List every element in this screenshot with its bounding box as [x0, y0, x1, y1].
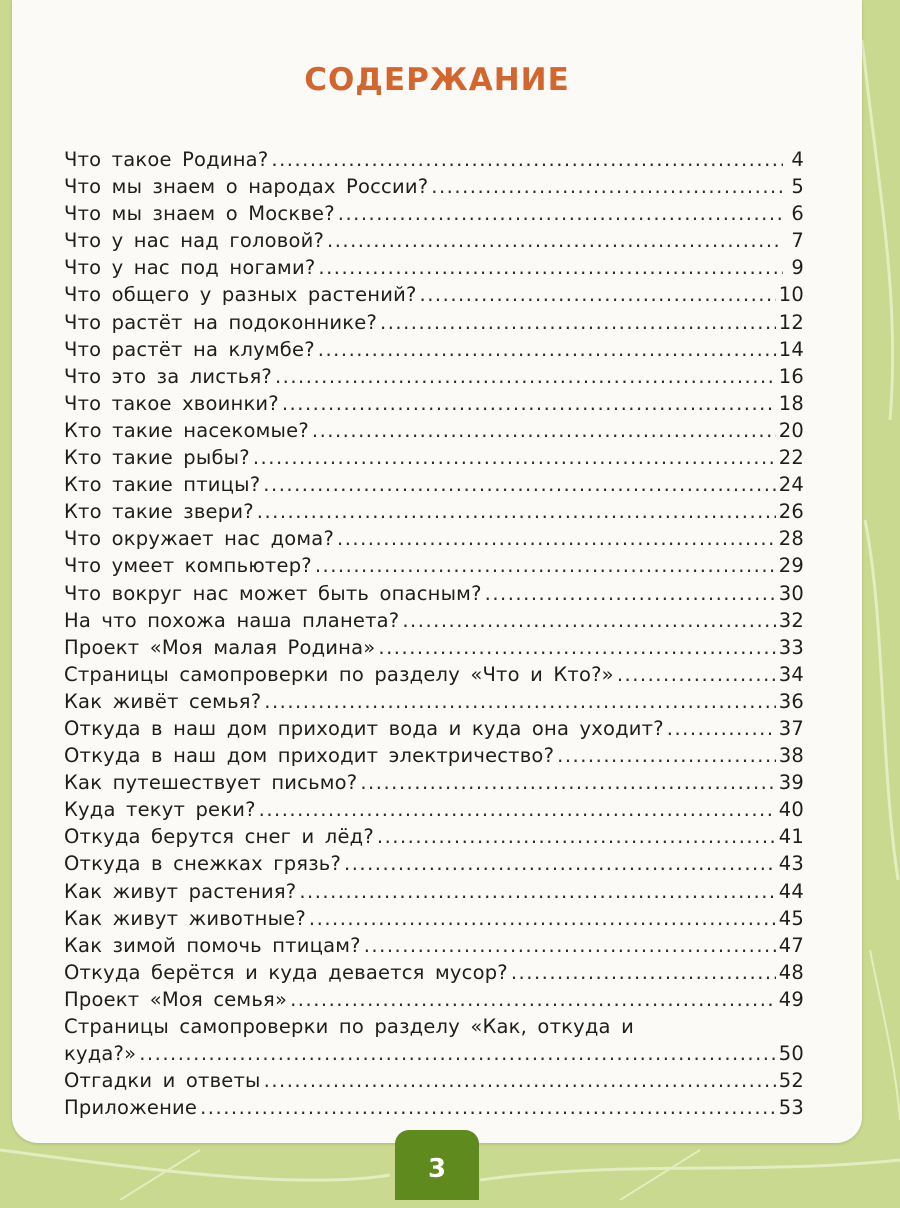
toc-entry-title: Откуда в наш дом приходит вода и куда она уходит? [64, 716, 664, 740]
toc-leader-dots [431, 173, 783, 200]
toc-entry-title: Что у нас под ногами? [64, 256, 316, 280]
toc-leader-dots [617, 661, 776, 688]
toc-entry-page-number: 30 [778, 581, 804, 605]
toc-entry-title: Откуда в наш дом приходит электричество? [64, 744, 555, 768]
toc-entry-title: На что похожа наша планета? [64, 608, 400, 632]
toc-entry-page-number: 37 [778, 716, 804, 740]
toc-entry-line: Страницы самопроверки по разделу «Как, откуда и [64, 1015, 634, 1038]
toc-entry-title: Что растёт на клумбе? [64, 337, 315, 361]
toc-leader-dots [337, 525, 776, 552]
toc-entry-title: Кто такие птицы? [64, 473, 261, 497]
toc-entry-title: Как живут растения? [64, 879, 297, 903]
toc-entry-title: Куда текут реки? [64, 798, 256, 822]
toc-leader-dots [667, 715, 776, 742]
toc-entry-page-number: 28 [778, 527, 804, 551]
toc-entry-page-number: 4 [791, 148, 804, 171]
toc-entry-page-number: 44 [778, 879, 804, 903]
toc-entry-title: Как зимой помочь птицам? [64, 933, 361, 957]
toc-entry [64, 417, 804, 444]
table-of-contents [64, 146, 804, 1121]
toc-entry [64, 363, 804, 390]
toc-leader-dots [264, 688, 776, 715]
toc-entry-page-number: 53 [778, 1096, 804, 1120]
toc-entry-title: Что у нас над головой? [64, 229, 325, 253]
toc-entry-title: Как путешествует письмо? [64, 771, 358, 795]
toc-entry-title: Что мы знаем о Москве? [64, 202, 335, 226]
toc-entry-title: Что мы знаем о народах России? [64, 175, 429, 199]
toc-entry [64, 471, 804, 498]
toc-entry [64, 525, 804, 552]
toc-entry [64, 742, 804, 769]
toc-entry-page-number: 29 [778, 554, 804, 578]
toc-entry [64, 254, 804, 281]
content-page [12, 0, 862, 1143]
toc-entry [64, 607, 804, 634]
toc-entry-page-number: 43 [778, 852, 804, 876]
toc-leader-dots [318, 336, 776, 363]
toc-entry-page-number: 6 [791, 202, 804, 226]
toc-leader-dots [263, 471, 775, 498]
toc-entry-title: Как живут животные? [64, 906, 306, 930]
toc-leader-dots [139, 1040, 776, 1067]
toc-entry [64, 444, 804, 471]
toc-leader-dots [315, 552, 776, 579]
toc-entry [64, 281, 804, 308]
toc-leader-dots [200, 1094, 776, 1121]
toc-entry-page-number: 39 [778, 771, 804, 795]
toc-leader-dots [312, 417, 776, 444]
toc-entry-page-number: 22 [778, 446, 804, 470]
toc-leader-dots [259, 796, 776, 823]
toc-entry-page-number: 14 [778, 337, 804, 361]
toc-entry-page-number: 26 [778, 500, 804, 524]
toc-entry-title: Кто такие звери? [64, 500, 254, 524]
toc-entry-title: Кто такие рыбы? [64, 446, 250, 470]
toc-leader-dots [253, 444, 776, 471]
toc-leader-dots [511, 959, 776, 986]
toc-entry-page-number: 33 [778, 635, 804, 659]
toc-entry-page-number: 18 [778, 391, 804, 415]
toc-entry-title: куда?» [64, 1042, 137, 1066]
toc-entry-page-number: 34 [778, 662, 804, 686]
toc-leader-dots [557, 742, 776, 769]
page-number-badge: 3 [395, 1130, 479, 1200]
page-title: СОДЕРЖАНИЕ [304, 62, 570, 98]
toc-entry [64, 796, 804, 823]
toc-entry-page-number: 41 [778, 825, 804, 849]
toc-entry [64, 932, 804, 959]
toc-leader-dots [364, 932, 776, 959]
toc-entry-title: Что это за листья? [64, 364, 272, 388]
toc-entry [64, 309, 804, 336]
toc-leader-dots [318, 254, 783, 281]
toc-entry-page-number: 7 [791, 229, 804, 253]
toc-leader-dots [402, 607, 775, 634]
toc-entry [64, 715, 804, 742]
toc-entry [64, 823, 804, 850]
toc-entry-page-number: 49 [778, 987, 804, 1011]
toc-entry-page-number: 45 [778, 906, 804, 930]
toc-entry [64, 580, 804, 607]
toc-entry-page-number: 12 [778, 310, 804, 334]
toc-leader-dots [377, 823, 776, 850]
toc-leader-dots [420, 281, 776, 308]
toc-entry-page-number: 36 [778, 689, 804, 713]
toc-entry-title: Проект «Моя малая Родина» [64, 635, 376, 659]
toc-entry-title: Что вокруг нас может быть опасным? [64, 581, 482, 605]
toc-entry-title: Приложение [64, 1096, 198, 1120]
toc-entry [64, 1094, 804, 1121]
toc-entry-page-number: 24 [778, 473, 804, 497]
toc-entry [64, 905, 804, 932]
toc-leader-dots [378, 634, 775, 661]
toc-entry-title: Откуда берутся снег и лёд? [64, 825, 374, 849]
toc-entry-title: Что общего у разных растений? [64, 283, 417, 307]
toc-entry [64, 959, 804, 986]
toc-entry-page-number: 20 [778, 418, 804, 442]
toc-entry-title: Откуда в снежках грязь? [64, 852, 342, 876]
toc-leader-dots [309, 905, 776, 932]
toc-entry-page-number: 50 [778, 1042, 804, 1066]
toc-entry-page-number: 47 [778, 933, 804, 957]
toc-leader-dots [290, 986, 776, 1013]
toc-entry-page-number: 48 [778, 960, 804, 984]
toc-entry [64, 1067, 804, 1094]
toc-leader-dots [271, 146, 783, 173]
toc-entry-title: Страницы самопроверки по разделу «Что и Кто?» [64, 662, 614, 686]
toc-entry-title: Что такое Родина? [64, 148, 269, 171]
toc-entry-page-number: 5 [791, 175, 804, 199]
toc-leader-dots [338, 200, 783, 227]
toc-entry [64, 498, 804, 525]
toc-entry [64, 390, 804, 417]
toc-leader-dots [360, 769, 775, 796]
toc-entry [64, 200, 804, 227]
toc-entry-title: Как живёт семья? [64, 689, 262, 713]
toc-entry [64, 1040, 804, 1067]
toc-leader-dots [380, 309, 776, 336]
toc-leader-dots [275, 363, 776, 390]
toc-entry [64, 661, 804, 688]
toc-entry [64, 769, 804, 796]
toc-entry [64, 634, 804, 661]
toc-entry-page-number: 9 [791, 256, 804, 280]
toc-leader-dots [327, 227, 783, 254]
toc-entry-title: Проект «Моя семья» [64, 987, 288, 1011]
toc-entry [64, 173, 804, 200]
toc-leader-dots [257, 498, 776, 525]
toc-entry-title: Отгадки и ответы [64, 1069, 261, 1093]
toc-entry-page-number: 38 [778, 744, 804, 768]
toc-leader-dots [264, 1067, 776, 1094]
toc-entry [64, 850, 804, 877]
toc-entry [64, 688, 804, 715]
toc-entry [64, 336, 804, 363]
toc-entry-page-number: 40 [778, 798, 804, 822]
toc-leader-dots [485, 580, 776, 607]
toc-entry-page-number: 52 [778, 1069, 804, 1093]
toc-entry [64, 552, 804, 579]
toc-entry-title: Что окружает нас дома? [64, 527, 334, 551]
toc-leader-dots [299, 878, 775, 905]
toc-leader-dots [344, 850, 776, 877]
toc-entry-title: Что растёт на подоконнике? [64, 310, 378, 334]
toc-entry [64, 878, 804, 905]
toc-entry-page-number: 10 [778, 283, 804, 307]
toc-entry-page-number: 32 [778, 608, 804, 632]
toc-leader-dots [282, 390, 776, 417]
toc-entry-title: Кто такие насекомые? [64, 418, 309, 442]
toc-entry-title: Откуда берётся и куда девается мусор? [64, 960, 508, 984]
toc-entry [64, 146, 804, 173]
toc-entry [64, 986, 804, 1013]
toc-entry-title: Что такое хвоинки? [64, 391, 279, 415]
toc-entry-page-number: 16 [778, 364, 804, 388]
toc-entry-title: Что умеет компьютер? [64, 554, 312, 578]
toc-entry [64, 227, 804, 254]
